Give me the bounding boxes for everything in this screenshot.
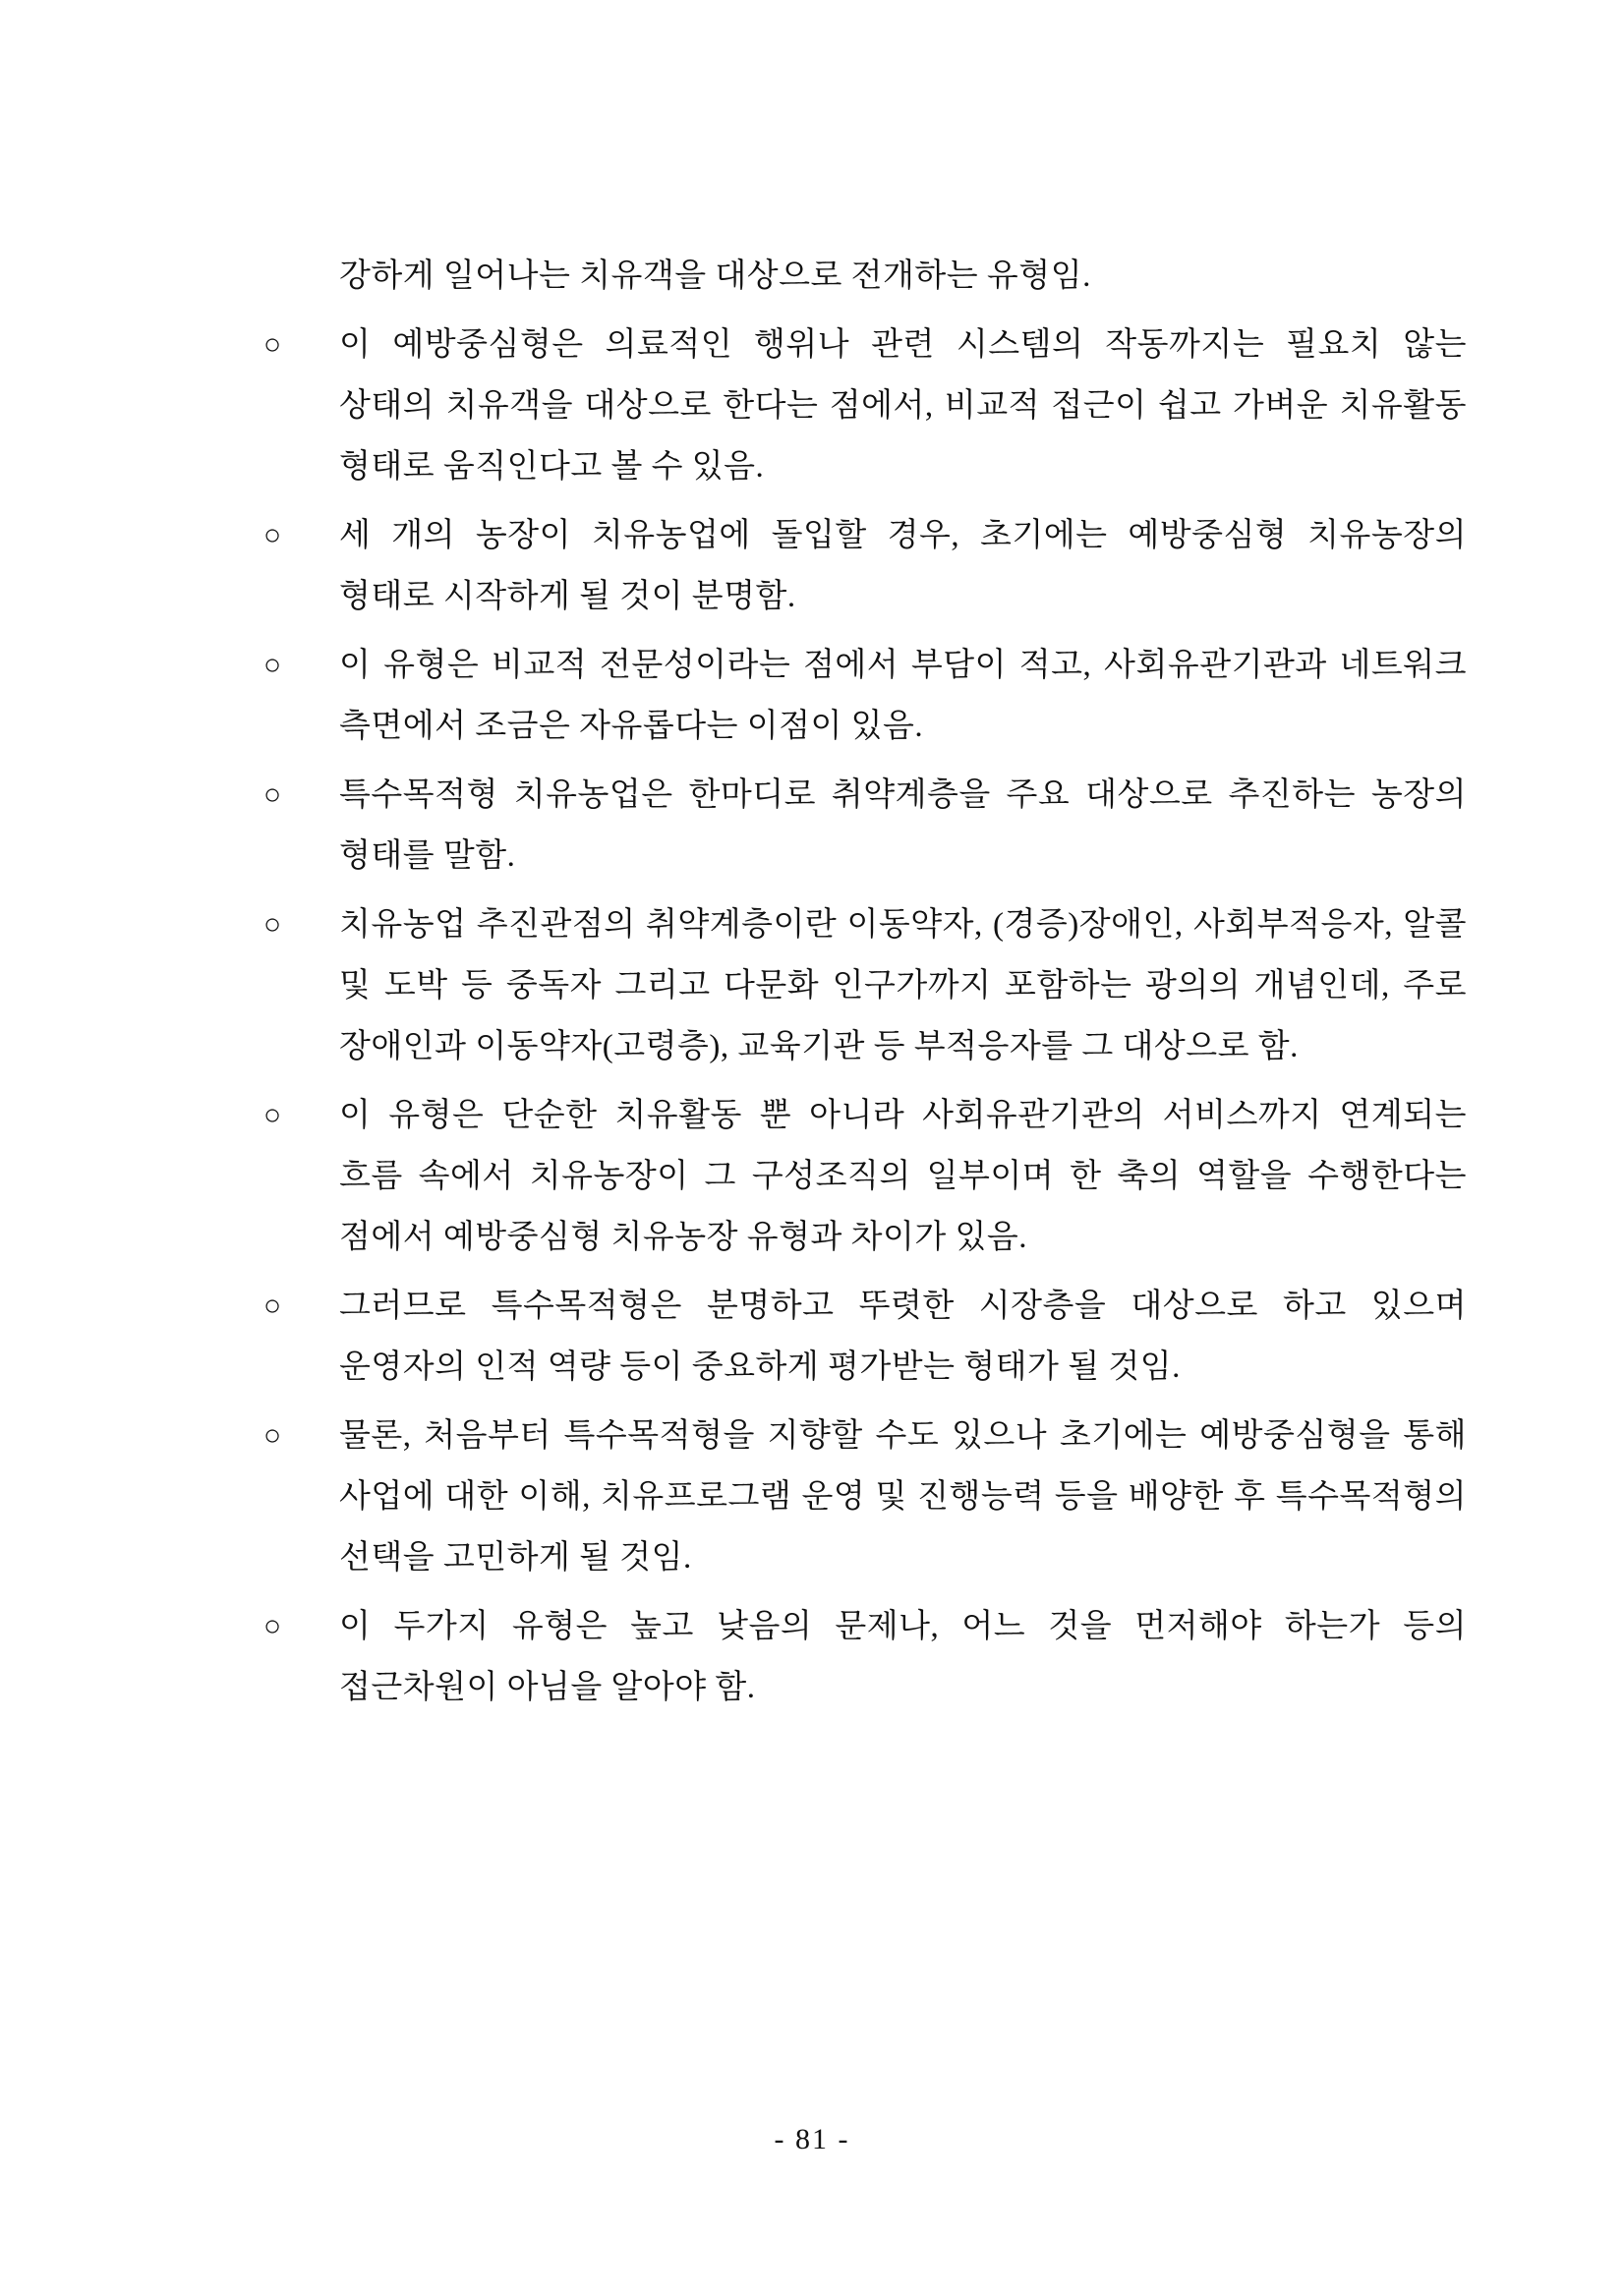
bullet-circle-icon: ○ xyxy=(263,908,282,941)
bullet-text: 특수목적형 치유농업은 한마디로 취약계층을 주요 대상으로 추진하는 농장의 형태를 말함. xyxy=(339,777,1467,874)
bullet-item xyxy=(263,1276,1467,1398)
continuation-paragraph: 강하게 일어나는 치유객을 대상으로 전개하는 유형임. xyxy=(339,258,1091,294)
bullet-text: 세 개의 농장이 치유농업에 돌입할 경우, 초기에는 예방중심형 치유농장의 형태로 시작하게 될 것이 분명함. xyxy=(339,518,1467,614)
bullet-text: 물론, 처음부터 특수목적형을 지향할 수도 있으나 초기에는 예방중심형을 통해 사업에 대한 이해, 치유프로그램 운영 및 진행능력 등을 배양한 후 특수목적형의 선택을 고민하게 될 것임. xyxy=(339,1418,1467,1576)
bullet-item xyxy=(263,1596,1467,1718)
bullet-circle-icon: ○ xyxy=(263,519,282,551)
bullet-circle-icon: ○ xyxy=(263,778,282,811)
bullet-circle-icon: ○ xyxy=(263,1099,282,1131)
bullet-text: 그러므로 특수목적형은 분명하고 뚜렷한 시장층을 대상으로 하고 있으며 운영자의 인적 역량 등이 중요하게 평가받는 형태가 될 것임. xyxy=(339,1289,1467,1385)
bullet-text: 이 유형은 단순한 치유활동 뿐 아니라 사회유관기관의 서비스까지 연계되는 흐름 속에서 치유농장이 그 구성조직의 일부이며 한 축의 역할을 수행한다는 점에서 예방중심형 치유농장 유형과 차이가 있음. xyxy=(339,1098,1467,1255)
bullet-text: 치유농업 추진관점의 취약계층이란 이동약자, (경증)장애인, 사회부적응자, 알콜 및 도박 등 중독자 그리고 다문화 인구가까지 포함하는 광의의 개념인데, 주로 장애인과 이동약자(고령층), 교육기관 등 부적응자를 그 대상으로 함. xyxy=(339,907,1467,1064)
bullet-item xyxy=(263,505,1467,627)
page-number: - 81 - xyxy=(774,2123,850,2155)
bullet-item xyxy=(263,894,1467,1077)
bullet-circle-icon: ○ xyxy=(263,1610,282,1642)
bullet-item xyxy=(263,635,1467,757)
bullet-text: 이 유형은 비교적 전문성이라는 점에서 부담이 적고, 사회유관기관과 네트워크 측면에서 조금은 자유롭다는 이점이 있음. xyxy=(339,648,1467,744)
bullet-circle-icon: ○ xyxy=(263,649,282,681)
bullet-item xyxy=(263,765,1467,887)
bullet-circle-icon: ○ xyxy=(263,1419,282,1452)
bullet-item xyxy=(263,1406,1467,1588)
bullet-item xyxy=(263,315,1467,497)
bullet-text: 이 예방중심형은 의료적인 행위나 관련 시스템의 작동까지는 필요치 않는 상태의 치유객을 대상으로 한다는 점에서, 비교적 접근이 쉽고 가벼운 치유활동 형태로 움직인다고 볼 수 있음. xyxy=(339,327,1467,485)
bullet-list xyxy=(263,315,1467,1718)
body-text-block xyxy=(263,246,1467,1726)
bullet-text: 이 두가지 유형은 높고 낮음의 문제나, 어느 것을 먼저해야 하는가 등의 접근차원이 아님을 알아야 함. xyxy=(339,1609,1467,1705)
bullet-item xyxy=(263,1085,1467,1268)
bullet-circle-icon: ○ xyxy=(263,1290,282,1322)
bullet-circle-icon: ○ xyxy=(263,328,282,361)
